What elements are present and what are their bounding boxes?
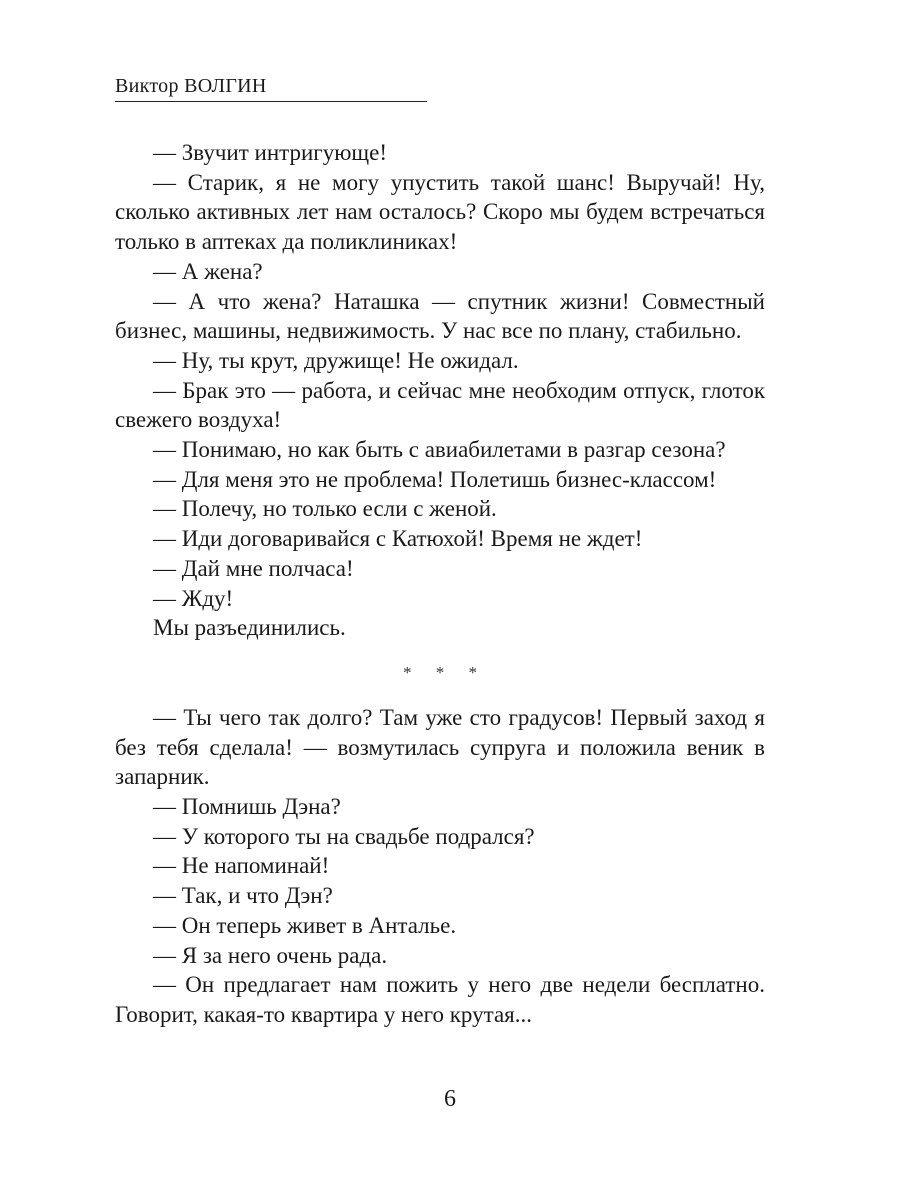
paragraph: — А что жена? Наташка — спутник жизни! Совместный бизнес, машины, недвижимость. У нас все по плану, стабильно. [115,288,765,344]
paragraph: — Я за него очень рада. [153,942,388,968]
paragraph: — Жду! [153,585,234,611]
running-head-rule [115,101,427,102]
paragraph: — Он предлагает нам пожить у него две недели бесплатно. Говорит, какая-то квартира у него крутая... [115,972,765,1027]
paragraph: — А жена? [153,258,263,284]
paragraph: — Ты чего так долго? Там уже сто градусов! Первый заход я без тебя сделала! — возмутилась супруга и положила веник в запарник. [115,704,765,790]
paragraph: — Иди договаривайся с Катюхой! Время не ждет! [153,526,643,552]
paragraph: — Ну, ты крут, дружище! Не ожидал. [153,347,519,373]
paragraph: — Так, и что Дэн? [153,883,333,909]
paragraph: Мы разъединились. [153,615,346,641]
paragraph: — Помнишь Дэна? [153,794,341,820]
page-number: 6 [444,1086,456,1112]
running-head: Виктор ВОЛГИН [115,75,267,97]
paragraph: — Понимаю, но как быть с авиабилетами в разгар сезона? [153,437,726,463]
body-text [115,138,765,1030]
paragraph: — Брак это — работа, и сейчас мне необходим отпуск, глоток свежего воздуха! [115,377,765,433]
paragraph: — Звучит интригующе! [153,140,387,165]
paragraph: — Не напоминай! [153,853,330,879]
paragraph: — Полечу, но только если с женой. [153,496,497,522]
paragraph: — Старик, я не могу упустить такой шанс! Выручай! Ну, сколько активных лет нам осталось? Скоро мы будем встречаться только в аптеках да поликлиниках! [115,169,765,255]
paragraph: — Для меня это не проблема! Полетишь бизнес-классом! [153,466,717,492]
scene-break-asterisks: * * * [403,662,487,682]
paragraph: — У которого ты на свадьбе подрался? [153,823,535,849]
paragraph: — Он теперь живет в Анталье. [153,912,457,938]
paragraph: — Дай мне полчаса! [153,555,354,581]
